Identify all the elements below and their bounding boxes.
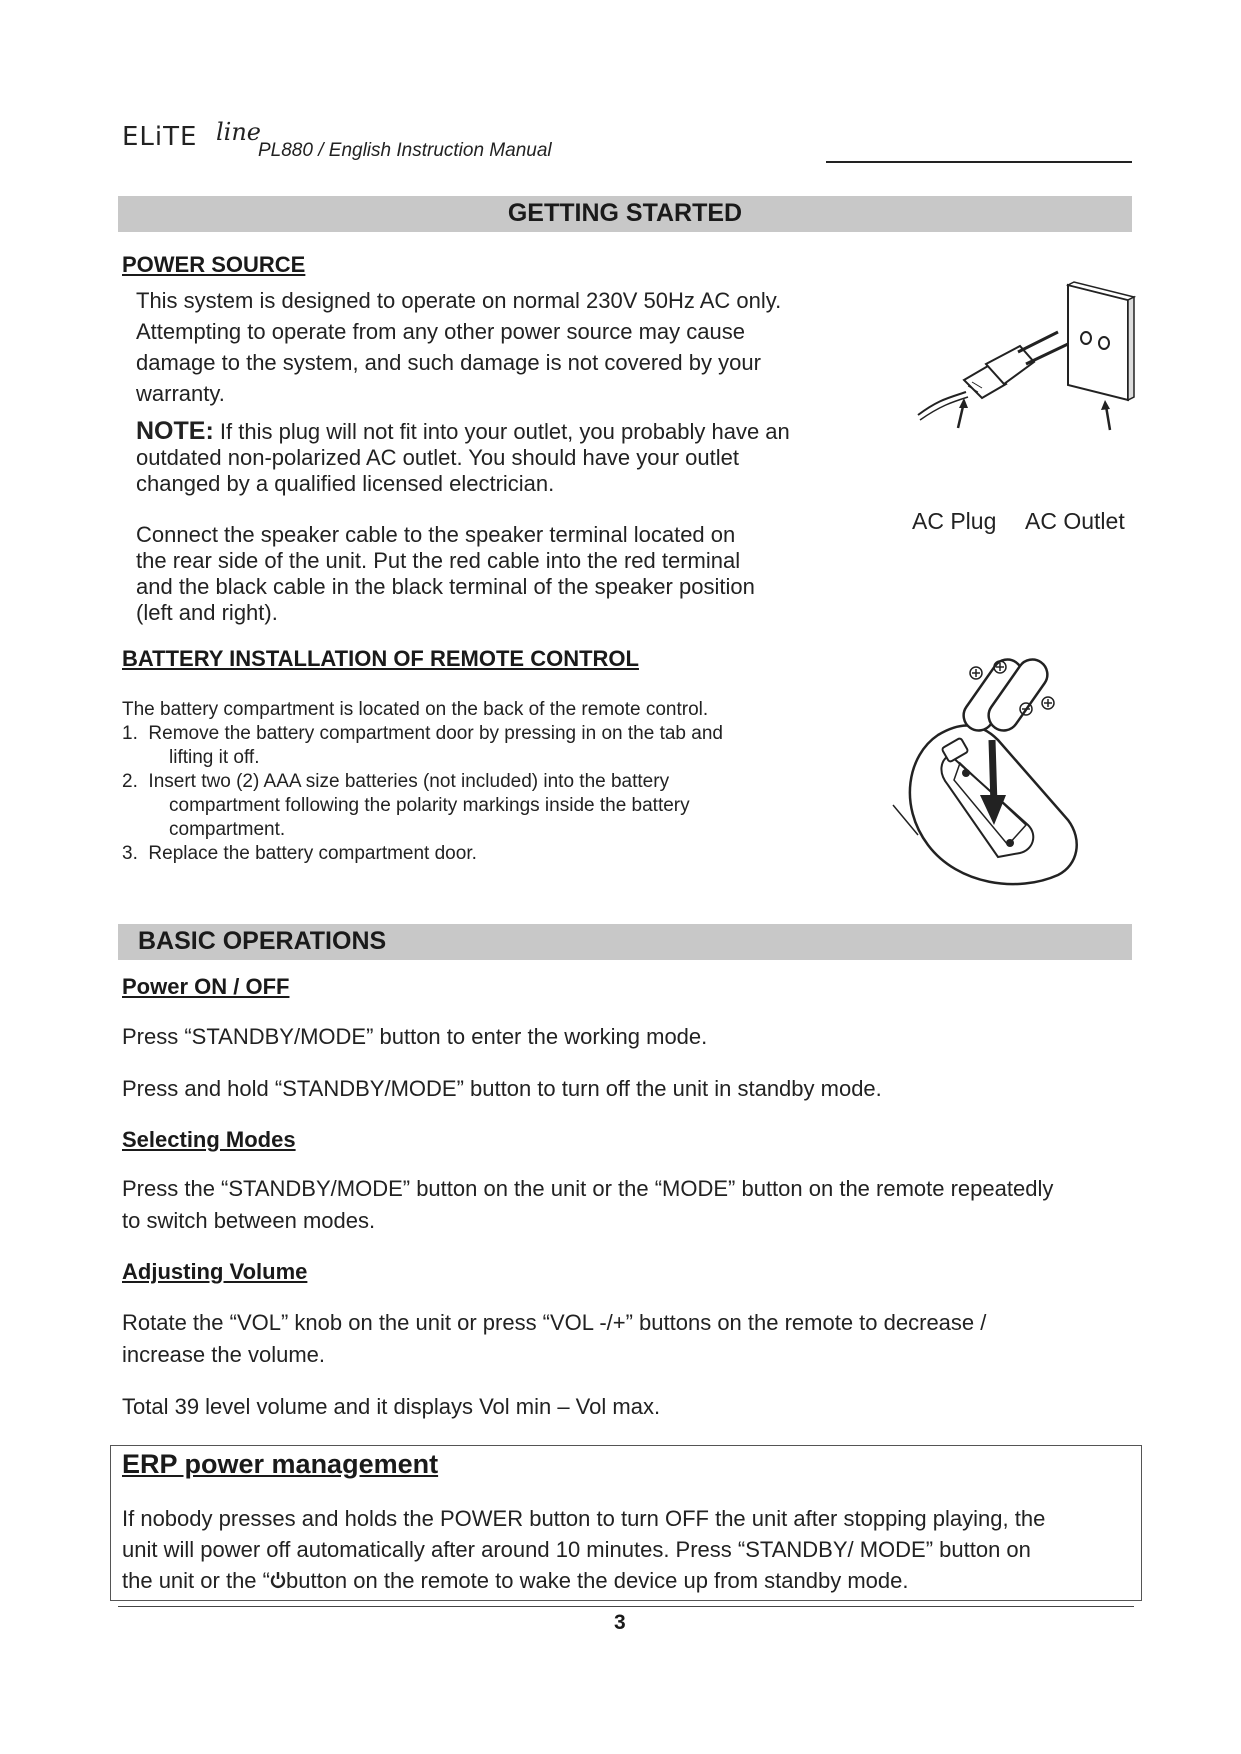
power-icon [270, 1571, 286, 1589]
erp-line-3 [122, 1568, 908, 1594]
text-line: and the black cable in the black terminal of the speaker position [136, 574, 755, 599]
erp-heading: ERP power management [122, 1449, 439, 1479]
text-line: warranty. [136, 381, 225, 406]
text-line: Insert two (2) AAA size batteries (not included) into the battery [148, 771, 670, 792]
remote-battery-figure [888, 645, 1088, 895]
ac-plug-outlet-figure [908, 280, 1138, 445]
arrow-icon [958, 398, 1110, 430]
text-line: Rotate the “VOL” knob on the unit or press “VOL -/+” buttons on the remote to decrease / [122, 1310, 987, 1335]
list-number: 2. [122, 771, 138, 792]
power-source-paragraph [136, 285, 781, 409]
selecting-modes-heading: Selecting Modes [122, 1127, 296, 1152]
text-line: lifting it off. [169, 747, 260, 768]
note-label: NOTE: [136, 417, 214, 445]
text-line: If nobody presses and holds the POWER button to turn OFF the unit after stopping playing, the [122, 1506, 1046, 1531]
battery-heading: BATTERY INSTALLATION OF REMOTE CONTROL [122, 646, 639, 671]
list-number: 3. [122, 843, 138, 864]
list-item [122, 842, 842, 866]
document-title: PL880 / English Instruction Manual [258, 140, 552, 161]
ac-plug-icon [918, 332, 1068, 420]
note-paragraph [136, 418, 790, 497]
list-number: 1. [122, 723, 138, 744]
text-line: changed by a qualified licensed electrician. [136, 471, 555, 496]
section-bar-getting-started [118, 196, 1132, 232]
battery-icon [958, 654, 1054, 737]
text-line: Total 39 level volume and it displays Vol min – Vol max. [122, 1394, 661, 1419]
text-line: Press “STANDBY/MODE” button to enter the working mode. [122, 1024, 708, 1049]
text-line: the rear side of the unit. Put the red cable into the red terminal [136, 548, 741, 573]
text-line: Connect the speaker cable to the speaker terminal located on [136, 522, 736, 547]
text-line: Press the “STANDBY/MODE” button on the unit or the “MODE” button on the remote repeatedly [122, 1176, 1054, 1201]
section-title: GETTING STARTED [507, 199, 743, 227]
battery-instructions [122, 698, 842, 866]
section-bar-basic-operations [118, 924, 1132, 960]
text-line: Remove the battery compartment door by pressing in on the tab and [148, 723, 723, 744]
ac-plug-label: AC Plug [912, 508, 997, 534]
page-number: 3 [614, 1611, 626, 1634]
text-line: Attempting to operate from any other power source may cause [136, 319, 745, 344]
ac-outlet-icon [1068, 282, 1134, 400]
section-title: BASIC OPERATIONS [138, 927, 387, 955]
text-line: If this plug will not fit into your outlet, you probably have an [213, 419, 790, 444]
power-on-off-heading: Power ON / OFF [122, 974, 290, 999]
text-line: unit will power off automatically after around 10 minutes. Press “STANDBY/ MODE” button on [122, 1537, 1031, 1562]
ac-outlet-label: AC Outlet [1025, 508, 1125, 534]
text-line: compartment following the polarity markings inside the battery [169, 795, 690, 816]
text-line: outdated non-polarized AC outlet. You should have your outlet [136, 445, 740, 470]
text-line: compartment. [169, 819, 286, 840]
list-item [122, 722, 842, 746]
text-line: This system is designed to operate on normal 230V 50Hz AC only. [136, 288, 782, 313]
speaker-paragraph [136, 522, 755, 626]
list-item [122, 770, 842, 794]
adjusting-volume-heading: Adjusting Volume [122, 1259, 308, 1284]
text-line: Press and hold “STANDBY/MODE” button to turn off the unit in standby mode. [122, 1076, 882, 1101]
text-line: (left and right). [136, 600, 278, 625]
brand-logo: ELiTE [122, 122, 198, 152]
text-line: button on the remote to wake the device up from standby mode. [285, 1568, 909, 1593]
text-line: increase the volume. [122, 1342, 325, 1367]
text-line: to switch between modes. [122, 1208, 376, 1233]
brand-logo-script: line [216, 118, 262, 146]
text-line: the unit or the “ [122, 1568, 270, 1593]
text-line: Replace the battery compartment door. [148, 843, 477, 864]
text-line: The battery compartment is located on the back of the remote control. [122, 699, 709, 720]
power-source-heading: POWER SOURCE [122, 252, 306, 277]
footer-rule [118, 1606, 1134, 1607]
header-rule [826, 161, 1132, 163]
text-line: damage to the system, and such damage is not covered by your [136, 350, 761, 375]
